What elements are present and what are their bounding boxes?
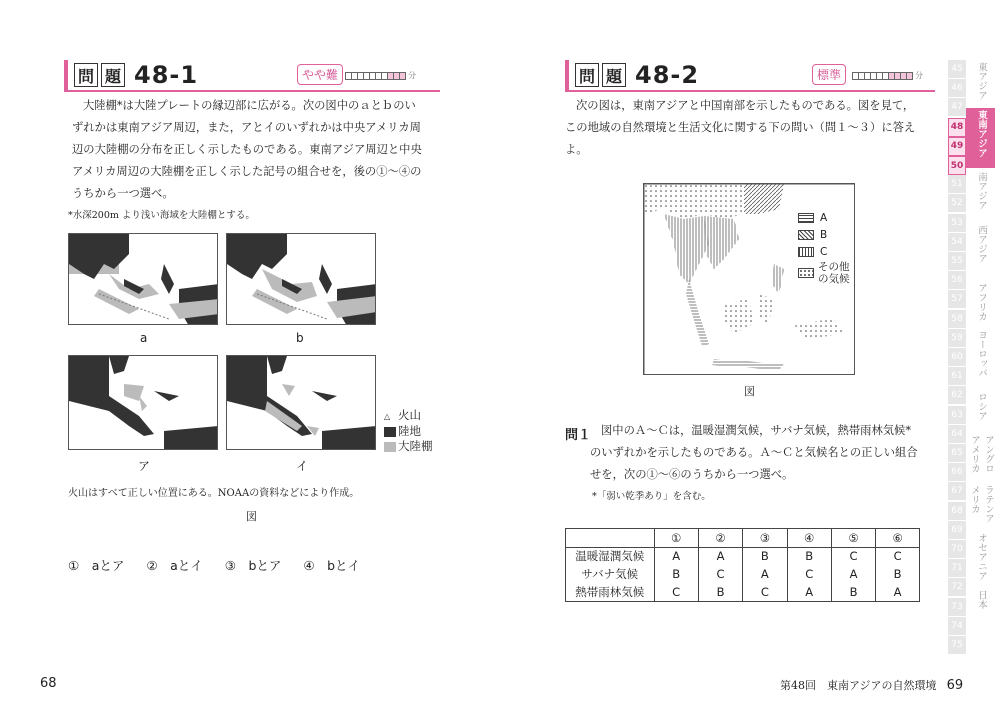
- timer-unit: 分: [915, 71, 923, 80]
- table-cell: B: [654, 565, 698, 583]
- index-tab[interactable]: 60: [948, 348, 966, 367]
- region-label[interactable]: ヨーロッパ: [976, 330, 987, 378]
- legend-a: A: [820, 212, 828, 224]
- figure-label: 図: [744, 385, 755, 398]
- question-1-label: 問１: [565, 428, 592, 443]
- swatch-b: [798, 230, 814, 240]
- table-cell: ③: [743, 529, 787, 547]
- region-label[interactable]: 南アジア: [976, 172, 987, 210]
- table-cell: ⑥: [876, 529, 919, 547]
- map-b: [226, 233, 376, 325]
- index-tab[interactable]: 63: [948, 406, 966, 425]
- body-line: この地域の自然環境と生活文化に関する下の問い（問１～３）に答え: [565, 121, 916, 134]
- table-cell: ①: [654, 529, 698, 547]
- volcano-icon: △: [384, 412, 391, 421]
- question-body: [565, 95, 940, 161]
- answer-table: [565, 528, 920, 602]
- table-cell: 温暖湿潤気候: [575, 549, 645, 564]
- table-row: [566, 583, 919, 601]
- index-tab[interactable]: 54: [948, 233, 966, 252]
- map-label-a-katakana: ア: [138, 459, 151, 473]
- body-line: 大陸棚*は大陸プレートの縁辺部に広がる。次の図中のａとｂのい: [83, 99, 416, 112]
- index-tab[interactable]: 58: [948, 310, 966, 329]
- index-tab[interactable]: 56: [948, 271, 966, 290]
- map-label-b: b: [296, 331, 304, 345]
- option-4[interactable]: ④ bとイ: [303, 558, 361, 573]
- body-line: よ。: [565, 143, 588, 156]
- index-tab[interactable]: 65: [948, 444, 966, 463]
- body-line: 辺の大陸棚の分布を正しく示したものである。東南アジア周辺と中央: [72, 143, 422, 156]
- table-cell: B: [743, 547, 787, 565]
- kanji-box: 問: [575, 63, 599, 87]
- q1-line: 図中のＡ～Ｃは，温暖湿潤気候，サバナ気候，熱帯雨林気候*: [601, 424, 911, 437]
- swatch-other: [798, 268, 814, 278]
- legend-other-2: の気候: [818, 273, 850, 285]
- table-cell: B: [876, 565, 919, 583]
- table-cell: B: [831, 583, 875, 601]
- index-tab[interactable]: 55: [948, 252, 966, 271]
- region-label[interactable]: 西アジア: [976, 225, 987, 263]
- table-cell: サバナ気候: [581, 567, 639, 581]
- region-label[interactable]: アフリカ: [976, 283, 987, 321]
- index-tab[interactable]: 74: [948, 617, 966, 636]
- q1-footnote: *「弱い乾季あり」を含む。: [592, 491, 711, 502]
- timer-boxes: [345, 70, 416, 81]
- table-cell: C: [787, 565, 831, 583]
- figure-caption: 火山はすべて正しい位置にある。NOAAの資料などにより作成。: [68, 488, 360, 499]
- kanji-box: 問: [74, 63, 98, 87]
- index-tab[interactable]: 48: [948, 118, 966, 137]
- table-cell: C: [698, 565, 742, 583]
- table-cell: 熱帯雨林気候: [575, 585, 645, 599]
- index-tab[interactable]: 75: [948, 636, 966, 655]
- question-number: 48-1: [134, 61, 199, 89]
- kanji-box: 題: [101, 63, 125, 87]
- legend-c: C: [820, 246, 828, 258]
- figure-label: 図: [246, 510, 257, 523]
- table-row: [566, 547, 919, 565]
- table-cell: A: [876, 583, 919, 601]
- table-cell: A: [831, 565, 875, 583]
- footnote: *水深200m より浅い海域を大陸棚とする。: [68, 210, 255, 221]
- map-label-a: a: [140, 331, 148, 345]
- region-label[interactable]: オセアニア: [976, 533, 987, 581]
- land-swatch: [384, 427, 396, 437]
- index-tab[interactable]: 62: [948, 386, 966, 405]
- index-tab[interactable]: 73: [948, 598, 966, 617]
- index-tab[interactable]: 67: [948, 482, 966, 501]
- table-row: [566, 565, 919, 583]
- q1-line: のいずれかを示したものである。Ａ～Ｃと気候名との正しい組合: [590, 446, 918, 459]
- index-tab[interactable]: 68: [948, 502, 966, 521]
- index-tab[interactable]: 59: [948, 329, 966, 348]
- legend-volcano: 火山: [398, 408, 421, 422]
- question-body: [72, 95, 447, 205]
- option-3[interactable]: ③ bとア: [224, 558, 282, 573]
- table-cell: C: [876, 547, 919, 565]
- region-label[interactable]: 日本: [976, 590, 987, 609]
- map-i-katakana: [226, 355, 376, 450]
- index-tab[interactable]: 70: [948, 540, 966, 559]
- index-tab[interactable]: 49: [948, 137, 966, 156]
- kanji-box: 題: [602, 63, 626, 87]
- table-cell: A: [654, 547, 698, 565]
- swatch-a: [798, 213, 814, 223]
- legend-b: B: [820, 229, 828, 241]
- table-cell: ②: [698, 529, 742, 547]
- table-cell: A: [698, 547, 742, 565]
- shelf-swatch: [384, 442, 396, 452]
- index-tab[interactable]: 71: [948, 559, 966, 578]
- page-number-right: 69: [946, 678, 964, 693]
- index-tab[interactable]: 61: [948, 367, 966, 386]
- index-tab[interactable]: 51: [948, 175, 966, 194]
- table-cell: B: [787, 547, 831, 565]
- index-tab[interactable]: 69: [948, 521, 966, 540]
- body-line: うちから一つ選べ。: [72, 187, 174, 200]
- index-tab[interactable]: 57: [948, 290, 966, 309]
- index-tab[interactable]: 50: [948, 156, 966, 175]
- map-a: [68, 233, 218, 325]
- table-cell: A: [787, 583, 831, 601]
- timer-unit: 分: [408, 71, 416, 80]
- legend-other: その他: [818, 261, 850, 273]
- index-tab[interactable]: 45: [948, 60, 966, 79]
- chapter-title: 第48回 東南アジアの自然環境: [780, 679, 937, 692]
- table-cell: C: [831, 547, 875, 565]
- difficulty-badge: やや難: [297, 64, 343, 85]
- legend-land: 陸地: [398, 424, 421, 438]
- climate-legend: [797, 209, 851, 286]
- index-tab[interactable]: 53: [948, 214, 966, 233]
- table-cell: [566, 529, 654, 547]
- table-cell: B: [698, 583, 742, 601]
- option-2[interactable]: ② aとイ: [146, 558, 203, 573]
- body-line: ずれかは東南アジア周辺，また，アとイのいずれかは中央アメリカ周: [72, 121, 421, 134]
- index-tab[interactable]: 64: [948, 425, 966, 444]
- index-tab[interactable]: 52: [948, 194, 966, 213]
- region-label[interactable]: ロシア: [976, 392, 987, 421]
- index-tab[interactable]: 47: [948, 98, 966, 117]
- table-cell: C: [743, 583, 787, 601]
- swatch-c: [798, 247, 814, 257]
- region-label[interactable]: ラテンアメリカ: [969, 485, 994, 523]
- page-footer: [780, 677, 963, 693]
- table-cell: C: [654, 583, 698, 601]
- map-legend: [384, 408, 433, 454]
- page-number-left: 68: [40, 676, 57, 691]
- body-line: 次の図は，東南アジアと中国南部を示したものである。図を見て，: [576, 99, 915, 112]
- index-tab[interactable]: 46: [948, 79, 966, 98]
- table-cell: A: [743, 565, 787, 583]
- legend-shelf: 大陸棚: [398, 439, 433, 453]
- table-cell: ④: [787, 529, 831, 547]
- region-label[interactable]: 東アジア: [976, 62, 987, 100]
- region-label[interactable]: アングロアメリカ: [969, 435, 994, 473]
- map-a-katakana: [68, 355, 218, 450]
- timer-boxes: [852, 70, 923, 81]
- question-1-text: [590, 420, 940, 486]
- map-label-i-katakana: イ: [296, 459, 309, 473]
- index-tab[interactable]: 72: [948, 578, 966, 597]
- answer-options: [68, 556, 360, 574]
- table-cell: ⑤: [831, 529, 875, 547]
- question-number: 48-2: [635, 61, 700, 89]
- index-tab[interactable]: 66: [948, 463, 966, 482]
- option-1[interactable]: ① aとア: [68, 558, 125, 573]
- region-label[interactable]: 東南アジア: [976, 110, 987, 158]
- table-header-row: [566, 529, 919, 547]
- difficulty-badge: 標準: [812, 64, 846, 85]
- q1-line: せを，次の①～⑥のうちから一つ選べ。: [590, 468, 794, 481]
- body-line: アメリカ周辺の大陸棚を正しく示した記号の組合せを，後の①～④の: [72, 165, 422, 178]
